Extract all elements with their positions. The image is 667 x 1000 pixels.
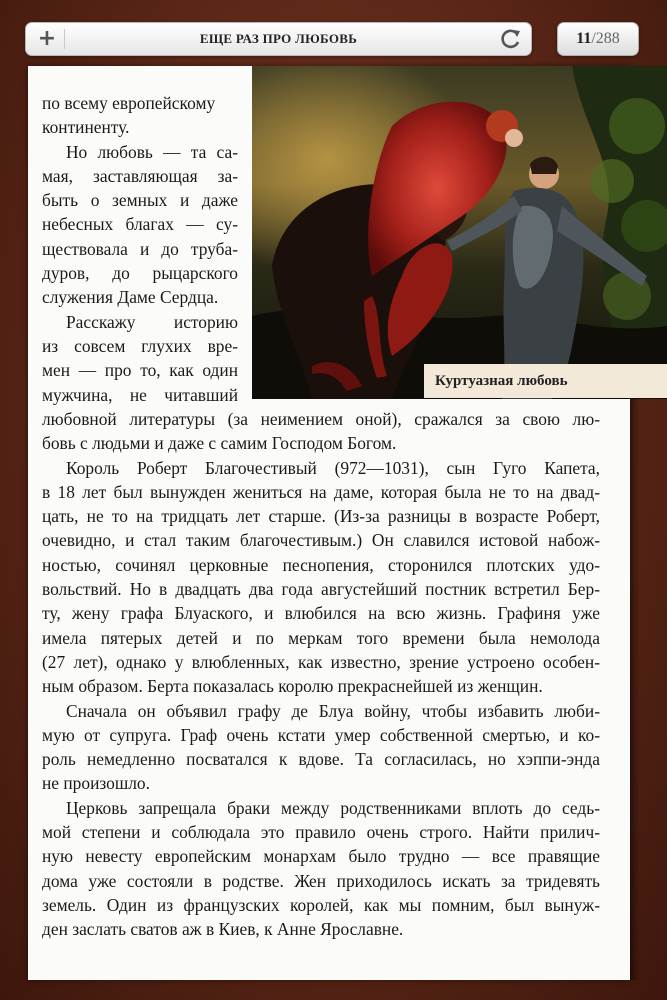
add-bookmark-icon[interactable]: + [37, 26, 57, 51]
text-line: небесных благах — су- [42, 214, 238, 235]
page-current: 11 [576, 30, 592, 47]
text-line: ден заслать сватов аж в Киев, к Анне Ярославне. [42, 919, 404, 940]
chapter-title: ЕЩЕ РАЗ ПРО ЛЮБОВЬ [199, 31, 358, 46]
text-line: земель. Один из французских королей, как мы помним, был вынуж- [42, 894, 600, 915]
text-line: (27 лет), однако у влюбленных, как известно, зрение устроено особен- [42, 651, 600, 672]
page-total: /288 [591, 30, 620, 47]
text-line: имела пятерых детей и по меркам того времени была немолода [42, 627, 600, 648]
text-line: мужчина, не читавший [42, 384, 238, 405]
page-counter [557, 22, 639, 56]
narrow-column-text [42, 91, 238, 407]
text-line: роль немедленно посватался к вдове. Та согласилась, но хэппи-энда [42, 749, 600, 770]
illustration-caption: Куртуазная любовь [424, 364, 667, 398]
text-line: Король Роберт Благочестивый (972—1031), сын Гуго Капета, [66, 457, 600, 478]
text-line: не произошло. [42, 773, 150, 794]
text-line: дома уже состояли в родстве. Жен приходилось искать за тридевять [42, 870, 600, 891]
text-line: мую от супруга. Граф очень кстати умер собственной смертью, и ко- [42, 724, 600, 745]
text-line: по всему европейскому [42, 93, 216, 113]
text-line: ную невесту европейским монархам было трудно — все правящие [42, 846, 600, 867]
courtly-love-painting [252, 66, 667, 399]
text-line: Церковь запрещала браки между родственниками вплоть до седь- [66, 797, 600, 818]
text-line: любовной литературы (за неимением оной), сражался за свою лю- [42, 409, 600, 429]
toolbar [25, 22, 532, 56]
text-line: служения Даме Сердца. [42, 287, 219, 308]
text-line: из совсем глухих вре- [42, 335, 238, 356]
text-line: быть о земных и даже [42, 190, 238, 211]
wide-column-text [42, 407, 600, 942]
text-line: континенту. [42, 117, 130, 138]
text-line: цать, не то на тридцать лет старше. (Из-за разницы в возрасте Роберт, [42, 506, 600, 527]
text-line: мая, заставляющая за- [42, 165, 238, 186]
divider [64, 29, 65, 49]
text-line: ту, жену графа Блуаского, и влюбился на всю жизнь. Графиня уже [42, 603, 600, 624]
text-line: ществовала и до труба- [42, 238, 238, 259]
text-line: Но любовь — та са- [66, 141, 238, 162]
text-line: вольствий. Но в двадцать два года августейший постник встретил Бер- [42, 579, 600, 600]
text-line: в 18 лет был вынужден жениться на даме, которая была не то на двад- [42, 481, 600, 502]
text-line: ным образом. Берта показалась королю прекраснейшей из женщин. [42, 676, 543, 697]
text-line: бовь с людьми и даже с самим Господом Богом. [42, 433, 397, 454]
text-line: Расскажу историю [66, 311, 238, 332]
text-line: мой степени и соблюдала это правило очень строго. Найти прилич- [42, 822, 600, 843]
text-line: мен — про то, как один [42, 360, 238, 381]
text-line: Сначала он объявил графу де Блуа войну, чтобы избавить люби- [66, 700, 600, 721]
text-line: ностью, сочинял церковные песнопения, сторонился плотских удо- [42, 554, 600, 575]
refresh-icon[interactable] [499, 27, 523, 51]
text-line: дуров, до рыцарского [42, 263, 238, 284]
text-line: очевидно, и стал таким благочестивым.) Он славился истовой набож- [42, 530, 600, 551]
